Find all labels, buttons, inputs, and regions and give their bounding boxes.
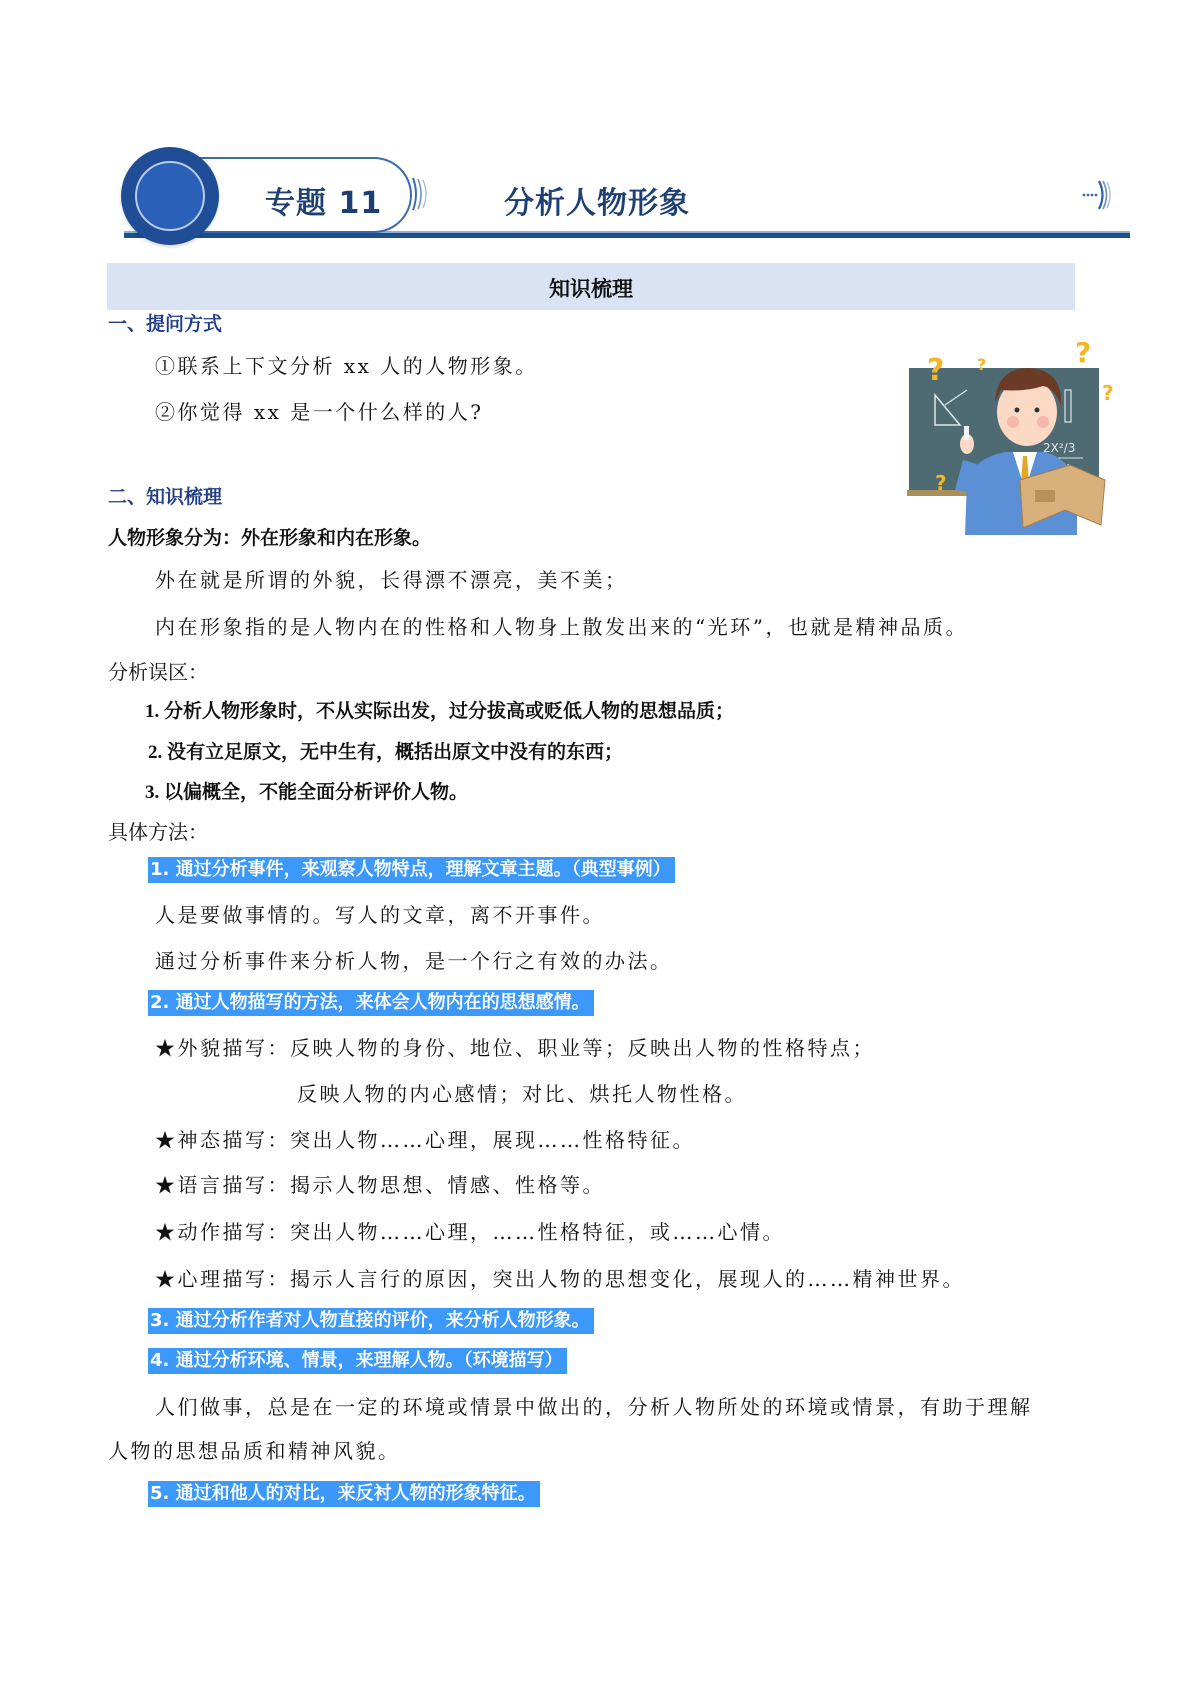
dots-waves-icon xyxy=(1082,178,1114,214)
inner-image-line: 内在形象指的是人物内在的性格和人物身上散发出来的“光环”，也就是精神品质。 xyxy=(155,615,968,639)
teacher-illustration xyxy=(905,340,1115,535)
method-4-line-1: 人们做事，总是在一定的环境或情景中做出的，分析人物所处的环境或情景，有助于理解 xyxy=(155,1395,1033,1419)
svg-text:?: ? xyxy=(1075,340,1092,369)
action-description: ★动作描写：突出人物……心理，……性格特征，或……心情。 xyxy=(155,1220,785,1244)
intro-line: 人物形象分为：外在形象和内在形象。 xyxy=(108,528,432,549)
method-4-highlight: 4. 通过分析环境、情景，来理解人物。（环境描写） xyxy=(148,1348,567,1374)
circle-emblem-inner xyxy=(135,161,205,231)
methods-label: 具体方法： xyxy=(108,822,208,844)
topic-title: 分析人物形象 xyxy=(504,186,690,221)
topic-label: 专题 11 xyxy=(265,186,383,221)
svg-text:?: ? xyxy=(977,355,987,374)
method-4-line-2: 人物的思想品质和精神风貌。 xyxy=(108,1439,401,1463)
header-rule xyxy=(124,233,1130,238)
mistake-item-1: 1. 分析人物形象时，不从实际出发，过分拔高或贬低人物的思想品质； xyxy=(145,701,735,722)
svg-text:?: ? xyxy=(1102,381,1114,405)
sound-waves-icon xyxy=(410,174,432,214)
method-1-line-2: 通过分析事件来分析人物，是一个行之有效的办法。 xyxy=(155,949,673,973)
method-2-highlight: 2. 通过人物描写的方法，来体会人物内在的思想感情。 xyxy=(148,990,594,1016)
method-5-highlight: 5. 通过和他人的对比，来反衬人物的形象特征。 xyxy=(148,1481,540,1507)
method-3-highlight: 3. 通过分析作者对人物直接的评价，来分析人物形象。 xyxy=(148,1308,594,1334)
svg-text:2X²/3: 2X²/3 xyxy=(1043,441,1076,455)
knowledge-band xyxy=(107,263,1075,310)
language-description: ★语言描写：揭示人物思想、情感、性格等。 xyxy=(155,1173,605,1197)
appearance-description-cont: 反映人物的内心感情；对比、烘托人物性格。 xyxy=(297,1082,747,1106)
svg-text:?: ? xyxy=(935,471,947,495)
band-title: 知识梳理 xyxy=(549,277,633,301)
question-item-1: ①联系上下文分析 xx 人的人物形象。 xyxy=(155,354,538,378)
question-item-2: ②你觉得 xx 是一个什么样的人? xyxy=(155,400,484,424)
section-heading-question-types: 一、提问方式 xyxy=(108,313,223,335)
svg-text:?: ? xyxy=(927,353,945,388)
method-1-line-1: 人是要做事情的。写人的文章，离不开事件。 xyxy=(155,903,605,927)
circle-emblem-icon xyxy=(121,147,219,245)
outer-image-line: 外在就是所谓的外貌，长得漂不漂亮，美不美； xyxy=(155,568,628,592)
expression-description: ★神态描写：突出人物……心理，展现……性格特征。 xyxy=(155,1128,695,1152)
mistake-item-2: 2. 没有立足原文，无中生有，概括出原文中没有的东西； xyxy=(148,742,624,763)
method-1-highlight: 1. 通过分析事件，来观察人物特点，理解文章主题。（典型事例） xyxy=(148,857,675,883)
mistake-item-3: 3. 以偏概全，不能全面分析评价人物。 xyxy=(145,782,469,803)
mistakes-label: 分析误区： xyxy=(108,662,208,684)
psychology-description: ★心理描写：揭示人言行的原因，突出人物的思想变化，展现人的……精神世界。 xyxy=(155,1267,965,1291)
appearance-description: ★外貌描写：反映人物的身份、地位、职业等；反映出人物的性格特点； xyxy=(155,1036,875,1060)
section-heading-knowledge: 二、知识梳理 xyxy=(108,486,223,508)
